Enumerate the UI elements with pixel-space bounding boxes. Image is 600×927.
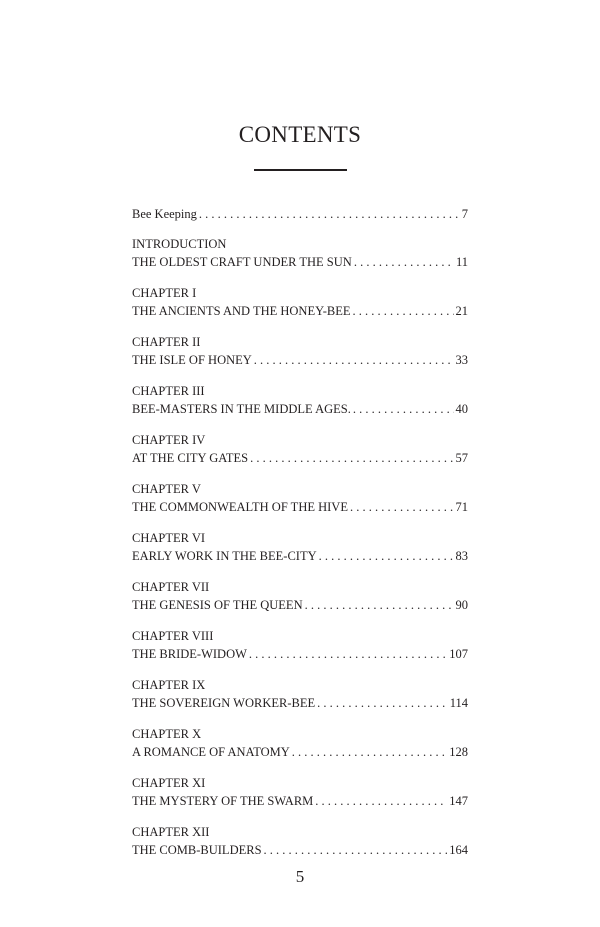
toc-entry-label: CHAPTER IX <box>132 678 206 692</box>
dot-leader <box>250 449 453 467</box>
toc-entry-chapter-7[interactable] <box>132 578 468 614</box>
toc-entry-page: 57 <box>455 451 468 465</box>
toc-entry-label: INTRODUCTION <box>132 237 227 251</box>
toc-entry-page: 11 <box>455 255 468 269</box>
toc-entry-label: CHAPTER II <box>132 335 201 349</box>
dot-leader <box>264 841 448 859</box>
dot-leader <box>319 547 454 565</box>
toc-entry-title: A ROMANCE OF ANATOMY <box>132 745 290 759</box>
toc-entry-chapter-1[interactable] <box>132 284 468 320</box>
dot-leader <box>199 205 460 223</box>
toc-entry-page: 21 <box>455 304 468 318</box>
toc-entry-chapter-8[interactable] <box>132 627 468 663</box>
toc-entry-chapter-11[interactable] <box>132 774 468 810</box>
toc-entry-title: THE SOVEREIGN WORKER-BEE <box>132 696 316 710</box>
toc-entry-title: THE MYSTERY OF THE SWARM <box>132 794 314 808</box>
toc-entry-page: 83 <box>455 549 468 563</box>
toc-entry-page: 164 <box>449 843 468 857</box>
toc-entry-chapter-3[interactable] <box>132 382 468 418</box>
toc-entry-introduction[interactable] <box>132 235 468 271</box>
dot-leader <box>353 302 454 320</box>
toc-entry-label: CHAPTER VI <box>132 531 206 545</box>
toc-entry-title: EARLY WORK IN THE BEE-CITY <box>132 549 317 563</box>
toc-entry-label: CHAPTER I <box>132 286 197 300</box>
table-of-contents <box>132 205 468 872</box>
dot-leader <box>354 253 454 271</box>
toc-entry-chapter-12[interactable] <box>132 823 468 859</box>
dot-leader <box>353 400 454 418</box>
toc-entry-label: CHAPTER VII <box>132 580 210 594</box>
dot-leader <box>317 694 448 712</box>
dot-leader <box>350 498 454 516</box>
toc-entry-chapter-5[interactable] <box>132 480 468 516</box>
toc-entry-label: CHAPTER XII <box>132 825 210 839</box>
toc-entry-label: CHAPTER VIII <box>132 629 214 643</box>
toc-entry-page: 71 <box>455 500 468 514</box>
title-divider <box>254 169 347 171</box>
dot-leader <box>292 743 447 761</box>
toc-entry-label: CHAPTER IV <box>132 433 206 447</box>
toc-entry-chapter-4[interactable] <box>132 431 468 467</box>
toc-entry-label: CHAPTER X <box>132 727 202 741</box>
toc-entry-page: 128 <box>449 745 468 759</box>
toc-entry-chapter-9[interactable] <box>132 676 468 712</box>
dot-leader <box>254 351 454 369</box>
toc-entry-label: CHAPTER V <box>132 482 201 496</box>
toc-entry-page: 90 <box>455 598 468 612</box>
toc-entry-title: AT THE CITY GATES <box>132 451 249 465</box>
toc-entry-page: 33 <box>455 353 468 367</box>
page-number: 5 <box>295 867 305 886</box>
toc-entry-title: Bee Keeping <box>132 207 197 221</box>
toc-entry-page: 40 <box>455 402 468 416</box>
dot-leader <box>305 596 454 614</box>
dot-leader <box>249 645 447 663</box>
toc-entry-title: THE ISLE OF HONEY <box>132 353 252 367</box>
page-title: CONTENTS <box>238 122 362 147</box>
toc-entry-page: 147 <box>449 794 468 808</box>
toc-entry-chapter-2[interactable] <box>132 333 468 369</box>
toc-entry-label: CHAPTER III <box>132 384 205 398</box>
dot-leader <box>315 792 447 810</box>
toc-entry-title: BEE-MASTERS IN THE MIDDLE AGES. <box>132 402 351 416</box>
toc-entry-chapter-6[interactable] <box>132 529 468 565</box>
toc-entry-page: 114 <box>449 696 468 710</box>
toc-entry-title: THE COMMONWEALTH OF THE HIVE <box>132 500 348 514</box>
toc-entry-page: 107 <box>449 647 468 661</box>
toc-entry-title: THE OLDEST CRAFT UNDER THE SUN <box>132 255 352 269</box>
toc-entry-bee-keeping[interactable] <box>132 205 468 223</box>
toc-entry-chapter-10[interactable] <box>132 725 468 761</box>
toc-entry-title: THE ANCIENTS AND THE HONEY-BEE <box>132 304 351 318</box>
toc-entry-label: CHAPTER XI <box>132 776 206 790</box>
toc-entry-page: 7 <box>461 207 468 221</box>
toc-entry-title: THE COMB-BUILDERS <box>132 843 262 857</box>
toc-entry-title: THE GENESIS OF THE QUEEN <box>132 598 303 612</box>
toc-entry-title: THE BRIDE-WIDOW <box>132 647 247 661</box>
